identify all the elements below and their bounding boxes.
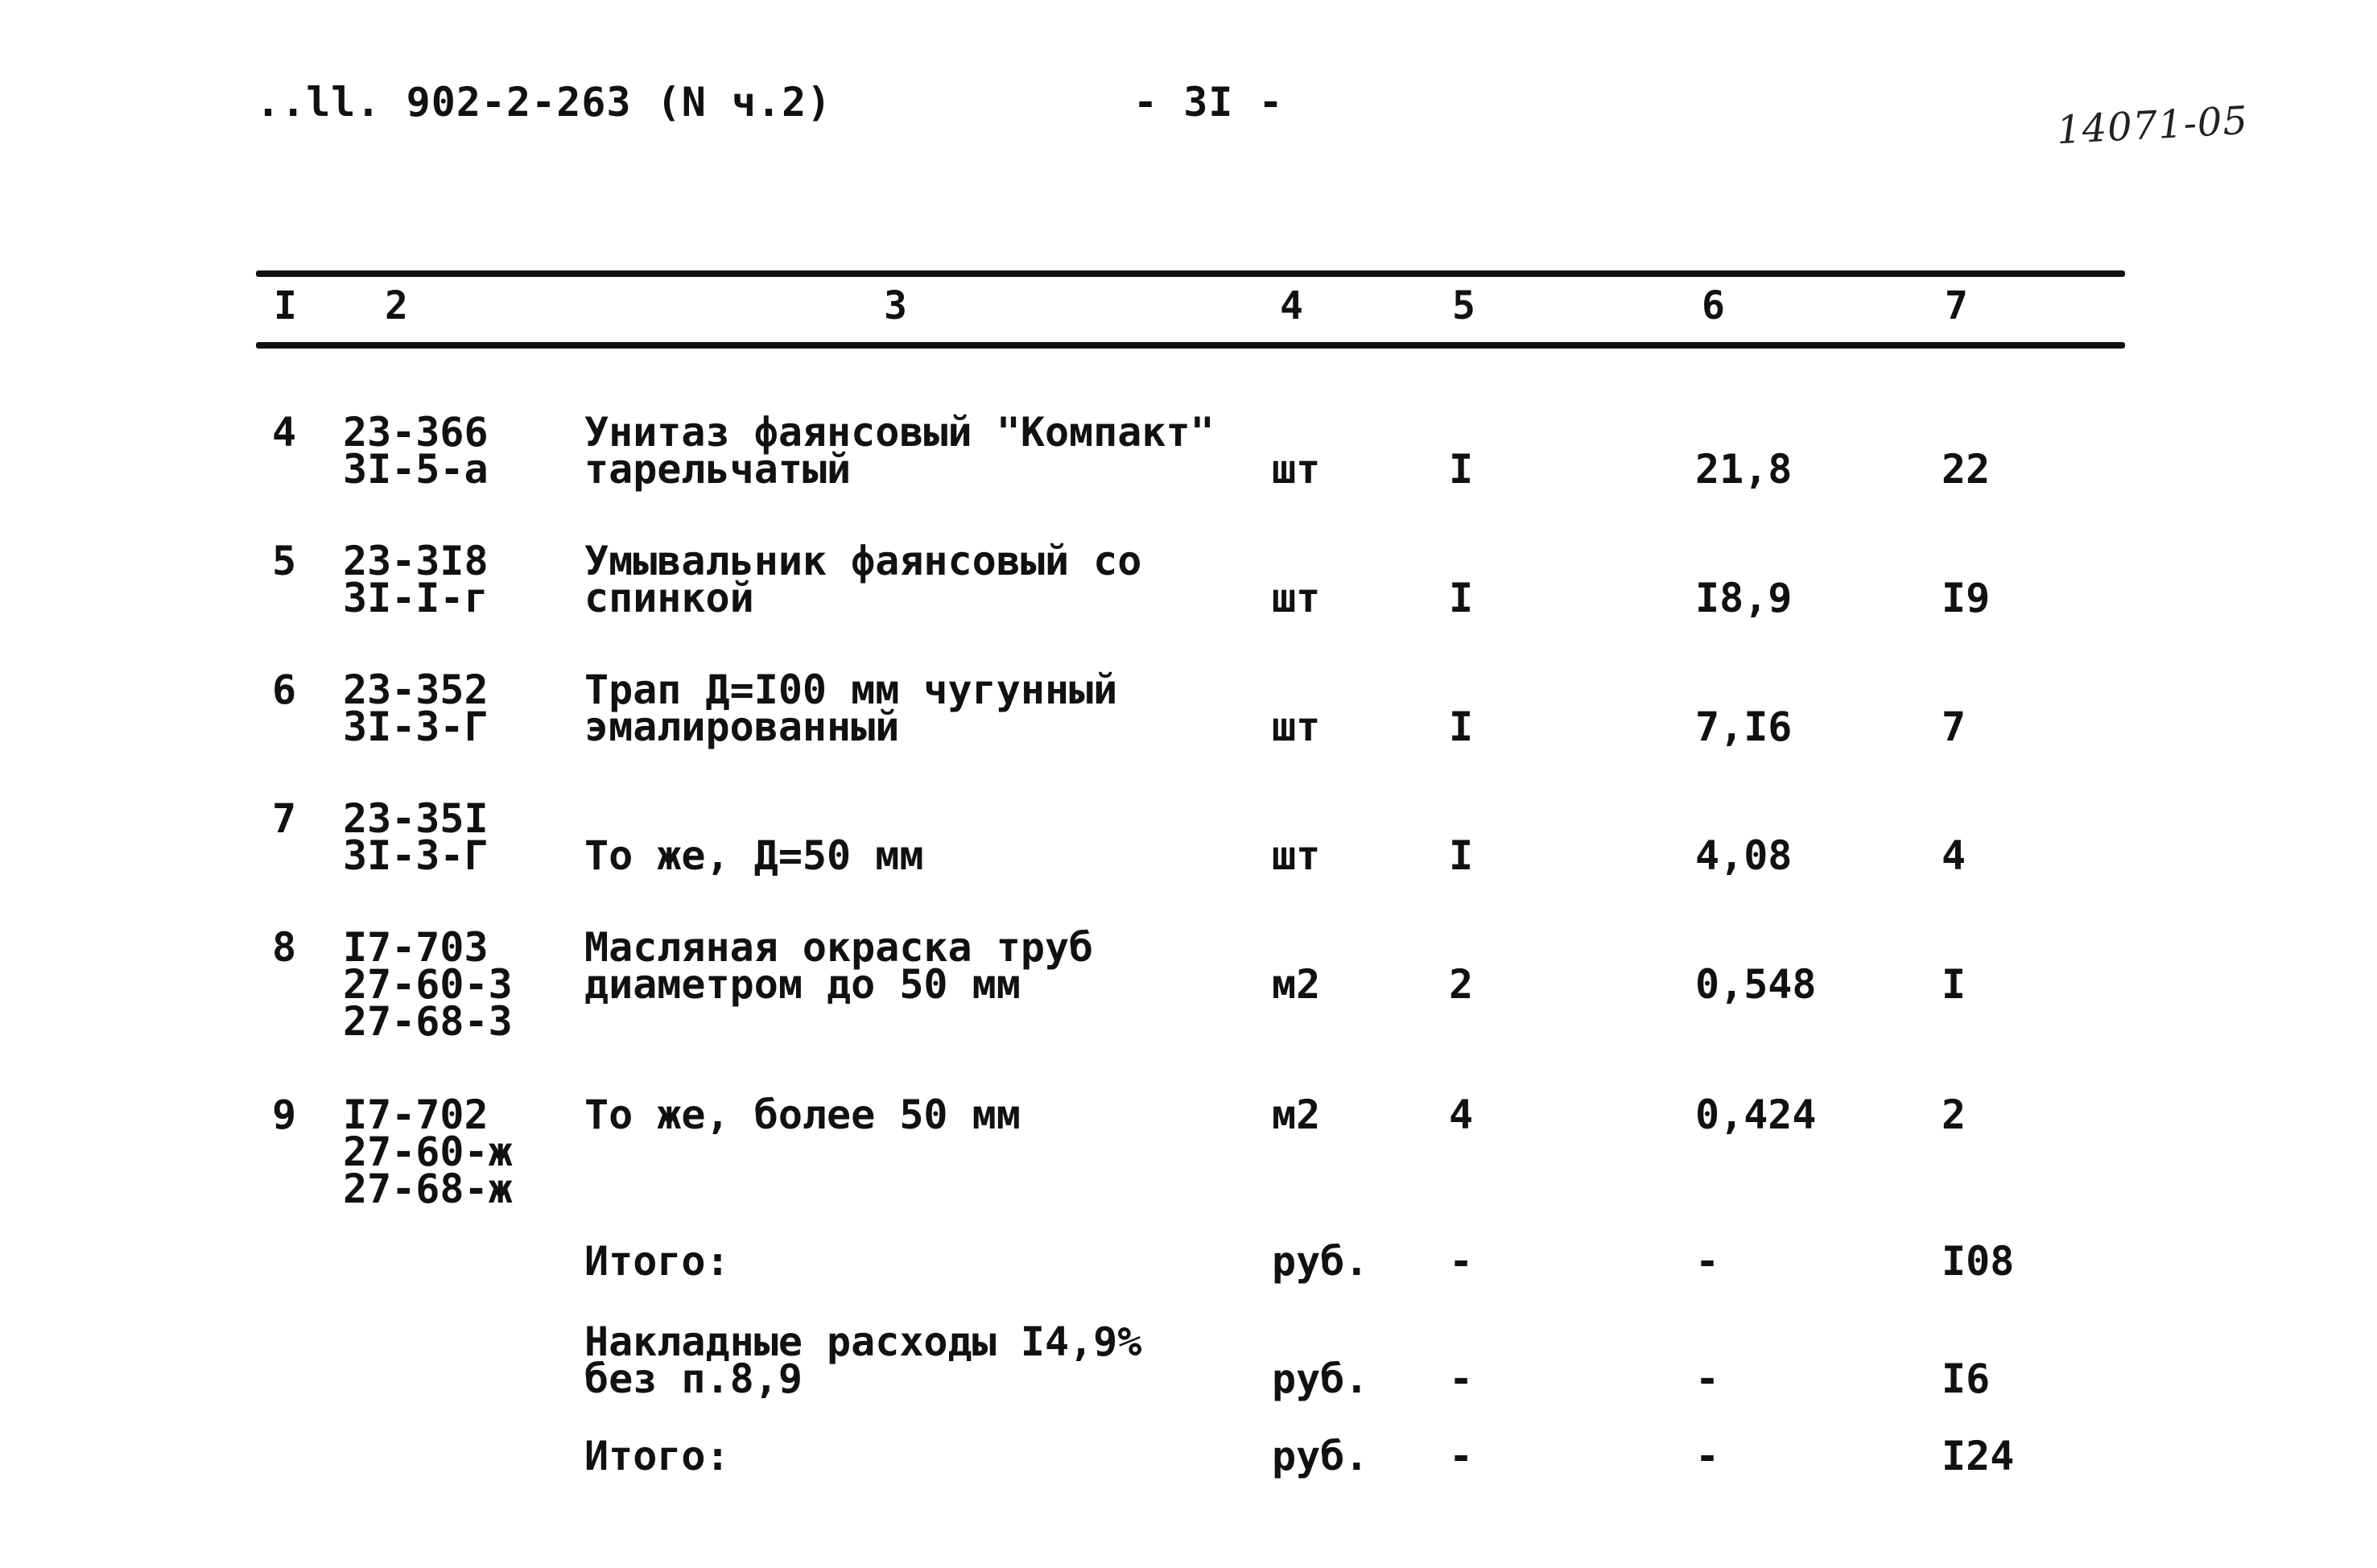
row-name: То же, более 50 мм	[584, 1091, 1021, 1138]
row-code: 23-35I 3I-3-Г	[343, 795, 489, 879]
page-number: - 3I -	[1133, 79, 1284, 126]
row-total: 4	[1942, 832, 1966, 879]
archive-number: 14071-05	[2055, 97, 2250, 154]
row-name: Умывальник фаянсовый со спинкой	[584, 538, 1142, 621]
summary-total: I24	[1942, 1433, 2015, 1479]
row-unit: м2	[1272, 961, 1321, 1008]
row-number: 4	[272, 409, 297, 456]
row-unit-price: 0,548	[1695, 961, 1817, 1008]
row-total: 7	[1942, 704, 1966, 750]
summary-unit: руб.	[1272, 1433, 1369, 1479]
row-unit: м2	[1272, 1091, 1321, 1138]
row-total: I9	[1942, 575, 1991, 621]
row-unit: шт	[1272, 832, 1321, 879]
summary-unit: руб.	[1272, 1238, 1369, 1285]
summary-quantity: -	[1449, 1433, 1474, 1479]
column-header-3: 3	[884, 283, 907, 328]
row-code: I7-702 27-60-ж 27-68-ж	[343, 1091, 513, 1212]
row-code: 23-352 3I-3-Г	[343, 666, 489, 750]
row-name: Трап Д=I00 мм чугунный эмалированный	[584, 666, 1118, 750]
row-unit-price: 4,08	[1695, 832, 1793, 879]
column-header-1: I	[274, 283, 297, 328]
row-unit-price: 21,8	[1695, 446, 1793, 493]
row-code: 23-3I8 3I-I-г	[343, 538, 489, 621]
row-quantity: 4	[1449, 1091, 1474, 1138]
row-unit-price: I8,9	[1695, 575, 1793, 621]
row-number: 8	[272, 924, 297, 971]
row-code: I7-703 27-60-3 27-68-3	[343, 924, 513, 1045]
summary-unit-price: -	[1695, 1355, 1720, 1402]
column-header-4: 4	[1280, 283, 1303, 328]
summary-label: Накладные расходы I4,9% без п.8,9	[584, 1318, 1142, 1402]
row-number: 7	[272, 795, 297, 842]
column-header-7: 7	[1945, 283, 1968, 328]
summary-total: I6	[1942, 1355, 1991, 1402]
column-header-2: 2	[385, 283, 408, 328]
row-unit: шт	[1272, 704, 1321, 750]
row-code: 23-366 3I-5-a	[343, 409, 489, 493]
row-unit-price: 0,424	[1695, 1091, 1817, 1138]
row-total: 22	[1942, 446, 1991, 493]
column-header-5: 5	[1452, 283, 1475, 328]
table-top-rule	[256, 270, 2125, 277]
row-name: Унитаз фаянсовый "Компакт" тарельчатый	[584, 409, 1215, 493]
row-quantity: I	[1449, 704, 1474, 750]
row-quantity: I	[1449, 446, 1474, 493]
row-quantity: I	[1449, 832, 1474, 879]
row-unit: шт	[1272, 575, 1321, 621]
table-header-rule	[256, 342, 2125, 349]
summary-quantity: -	[1449, 1238, 1474, 1285]
summary-label: Итого:	[584, 1238, 730, 1285]
row-total: I	[1942, 961, 1966, 1008]
row-name: Масляная окраска труб диаметром до 50 мм	[584, 924, 1094, 1008]
row-unit-price: 7,I6	[1695, 704, 1793, 750]
summary-unit-price: -	[1695, 1238, 1720, 1285]
row-number: 6	[272, 666, 297, 713]
row-number: 5	[272, 538, 297, 584]
summary-label: Итого:	[584, 1433, 730, 1479]
summary-unit-price: -	[1695, 1433, 1720, 1479]
summary-total: I08	[1942, 1238, 2015, 1285]
row-quantity: I	[1449, 575, 1474, 621]
row-name: То же, Д=50 мм	[584, 832, 924, 879]
document-reference: ..ll. 902-2-263 (N ч.2)	[256, 79, 832, 126]
summary-quantity: -	[1449, 1355, 1474, 1402]
row-quantity: 2	[1449, 961, 1474, 1008]
row-unit: шт	[1272, 446, 1321, 493]
summary-unit: руб.	[1272, 1355, 1369, 1402]
column-header-6: 6	[1702, 283, 1725, 328]
row-total: 2	[1942, 1091, 1966, 1138]
row-number: 9	[272, 1091, 297, 1138]
